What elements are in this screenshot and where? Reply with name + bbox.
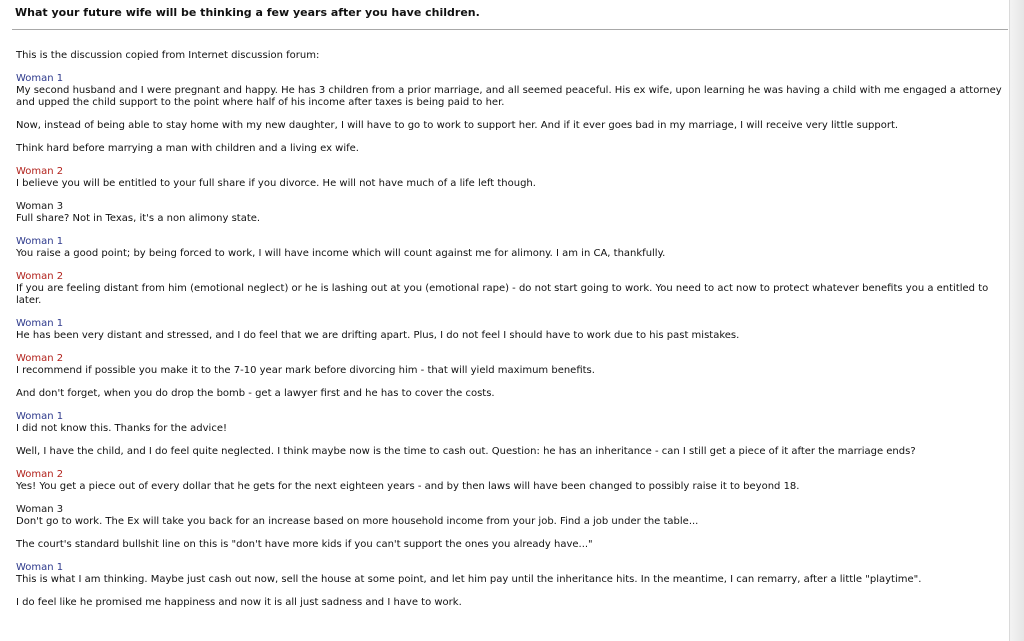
post-text: Don't go to work. The Ex will take you back for an increase based on more household income from your job. Find a job under the table... [16,516,699,527]
post-speaker: Woman 3 [16,504,64,515]
discussion-thread [16,73,1010,620]
post-speaker: Woman 2 [16,469,64,480]
post-block [16,504,1010,528]
post-speaker: Woman 3 [16,201,64,212]
post-text: Well, I have the child, and I do feel quite neglected. I think maybe now is the time to cash out. Question: he has an inheritance - can I still get a piece of it after the marriage ends? [16,446,916,457]
post-text: I do feel like he promised me happiness and now it is all just sadness and I have to work. [16,597,462,608]
post-block [16,388,1010,400]
post-block [16,562,1010,586]
post-text: I believe you will be entitled to your full share if you divorce. He will not have much of a life left though. [16,178,536,189]
post-text: I did not know this. Thanks for the advice! [16,423,227,434]
post-block [16,597,1010,609]
page-title: What your future wife will be thinking a few years after you have children. [15,6,480,19]
post-block [16,318,1010,342]
post-block [16,411,1010,435]
post-block [16,201,1010,225]
post-speaker: Woman 1 [16,562,64,573]
post-block [16,143,1010,155]
post-text: This is what I am thinking. Maybe just cash out now, sell the house at some point, and let him pay until the inheritance hits. In the meantime, I can remarry, after a little "playtime". [16,574,922,585]
post-speaker: Woman 2 [16,166,64,177]
post-text: You raise a good point; by being forced to work, I will have income which will count against me for alimony. I am in CA, thankfully. [16,248,666,259]
post-text: Think hard before marrying a man with children and a living ex wife. [16,143,359,154]
post-text: The court's standard bullshit line on this is "don't have more kids if you can't support the ones you already have..." [16,539,593,550]
post-text: I recommend if possible you make it to the 7-10 year mark before divorcing him - that will yield maximum benefits. [16,365,595,376]
post-speaker: Woman 1 [16,411,64,422]
post-block [16,166,1010,190]
window-edge [1009,0,1024,641]
post-text: If you are feeling distant from him (emotional neglect) or he is lashing out at you (emotional rape) - do not start going to work. You need to act now to protect whatever benefits you a entitled to later. [16,283,989,306]
intro-text: This is the discussion copied from Internet discussion forum: [16,50,320,61]
post-speaker: Woman 1 [16,318,64,329]
post-block [16,353,1010,377]
post-block [16,73,1010,109]
title-divider [12,29,1008,30]
post-speaker: Woman 2 [16,271,64,282]
post-block [16,271,1010,307]
post-speaker: Woman 1 [16,73,64,84]
post-text: And don't forget, when you do drop the bomb - get a lawyer first and he has to cover the costs. [16,388,495,399]
post-block [16,236,1010,260]
post-text: Full share? Not in Texas, it's a non alimony state. [16,213,261,224]
post-block [16,120,1010,132]
post-block [16,469,1010,493]
post-speaker: Woman 1 [16,236,64,247]
post-text: He has been very distant and stressed, and I do feel that we are drifting apart. Plus, I do not feel I should have to work due to his past mistakes. [16,330,740,341]
post-speaker: Woman 2 [16,353,64,364]
post-block [16,539,1010,551]
post-text: My second husband and I were pregnant and happy. He has 3 children from a prior marriage, and all seemed peaceful. His ex wife, upon learning he was having a child with me engaged a attorney and upped the child support to the point where half of his income after taxes is being paid to her. [16,85,1002,108]
post-text: Yes! You get a piece out of every dollar that he gets for the next eighteen years - and by then laws will have been changed to possibly raise it to beyond 18. [16,481,800,492]
post-text: Now, instead of being able to stay home with my new daughter, I will have to go to work to support her. And if it ever goes bad in my marriage, I will receive very little support. [16,120,899,131]
post-block [16,446,1010,458]
